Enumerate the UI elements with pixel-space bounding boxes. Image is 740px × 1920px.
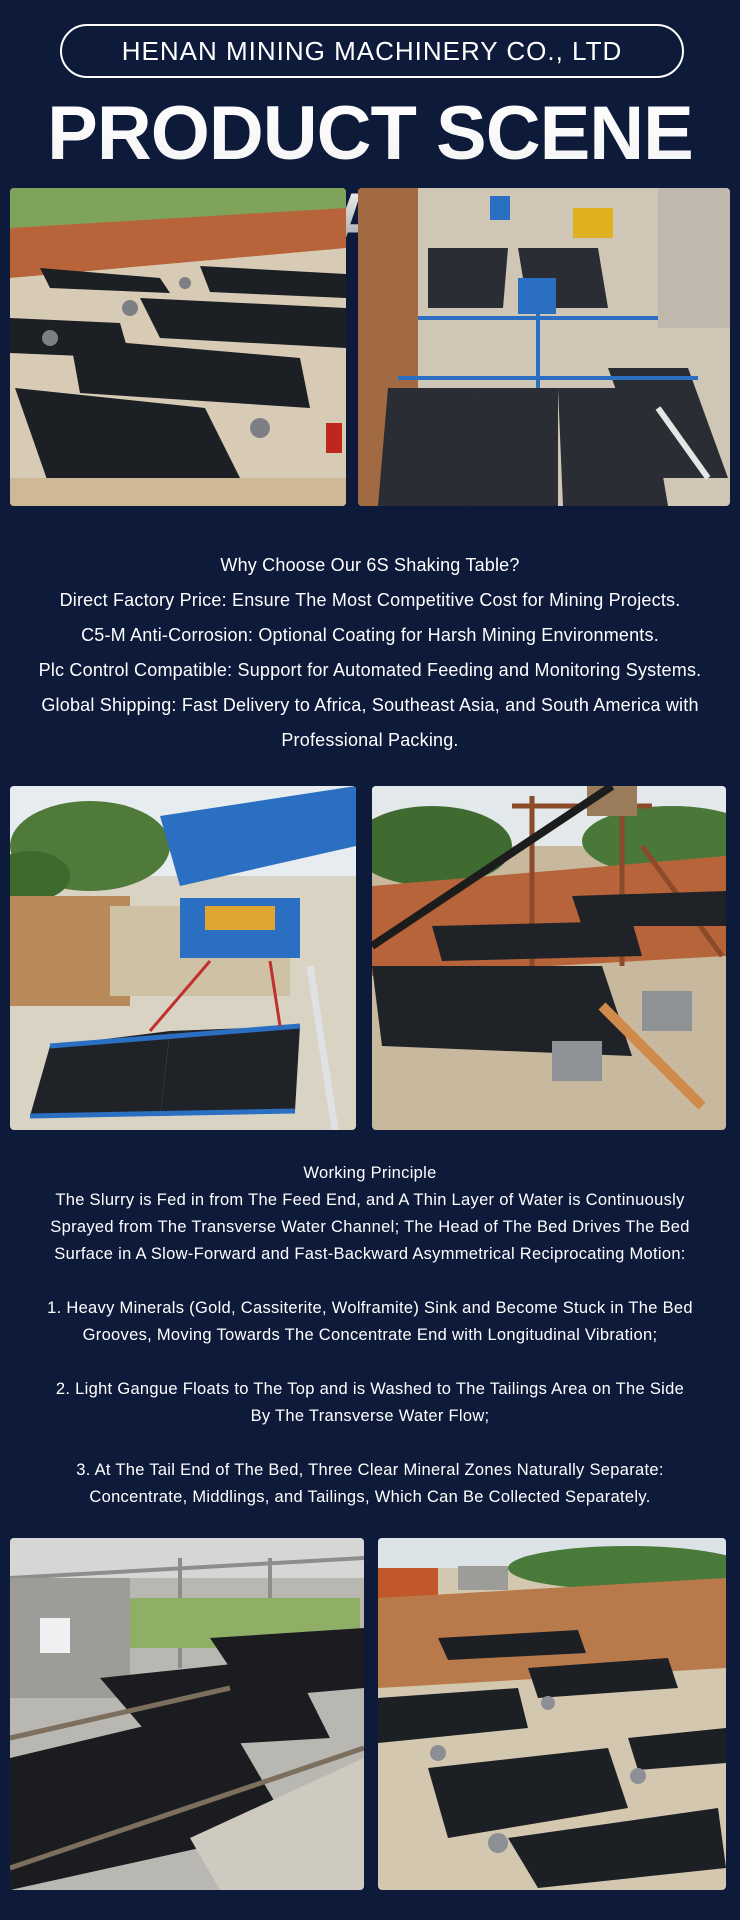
- page-title: PRODUCT SCENE: [0, 90, 740, 264]
- photo-shaking-table-array-feeder: [358, 188, 730, 506]
- company-name-banner: [60, 24, 684, 78]
- photo-shaking-tables-outdoor-rows: [378, 1538, 726, 1890]
- principle-step-1: Grooves, Moving Towards The Concentrate End with Longitudinal Vibration;: [82, 1326, 658, 1344]
- why-choose-point: Plc Control Compatible: Support for Automated Feeding and Monitoring Systems.: [38, 660, 702, 680]
- principle-intro-line: The Slurry is Fed in from The Feed End, and A Thin Layer of Water is Continuously: [55, 1191, 685, 1209]
- photo-shaking-tables-workshop: [10, 1538, 364, 1890]
- why-choose-heading: Why Choose Our 6S Shaking Table?: [220, 555, 520, 575]
- principle-step-2: By The Transverse Water Flow;: [250, 1407, 490, 1425]
- principle-step-3: Concentrate, Middlings, and Tailings, Which Can Be Collected Separately.: [89, 1488, 651, 1506]
- photo-shaking-tables-plant: [372, 786, 726, 1130]
- why-choose-point: Global Shipping: Fast Delivery to Africa, Southeast Asia, and South America with: [41, 695, 699, 715]
- working-principle-section: [12, 1160, 728, 1511]
- photo-shaking-tables-hillside: [10, 188, 346, 506]
- principle-intro-line: Sprayed from The Transverse Water Channel; The Head of The Bed Drives The Bed: [50, 1218, 690, 1236]
- principle-heading: Working Principle: [303, 1164, 437, 1182]
- photo-jig-and-shaking-tables: [10, 786, 356, 1130]
- principle-step-1: 1. Heavy Minerals (Gold, Cassiterite, Wolframite) Sink and Become Stuck in The Bed: [47, 1299, 693, 1317]
- why-choose-point: C5-M Anti-Corrosion: Optional Coating for Harsh Mining Environments.: [81, 625, 659, 645]
- principle-step-3: 3. At The Tail End of The Bed, Three Clear Mineral Zones Naturally Separate:: [76, 1461, 664, 1479]
- principle-intro-line: Surface in A Slow-Forward and Fast-Backward Asymmetrical Reciprocating Motion:: [54, 1245, 686, 1263]
- company-name: HENAN MINING MACHINERY CO., LTD: [121, 35, 623, 66]
- principle-step-2: 2. Light Gangue Floats to The Top and is Washed to The Tailings Area on The Side: [55, 1380, 685, 1398]
- why-choose-point: Direct Factory Price: Ensure The Most Competitive Cost for Mining Projects.: [59, 590, 681, 610]
- why-choose-section: [12, 548, 728, 758]
- why-choose-point: Professional Packing.: [281, 730, 459, 750]
